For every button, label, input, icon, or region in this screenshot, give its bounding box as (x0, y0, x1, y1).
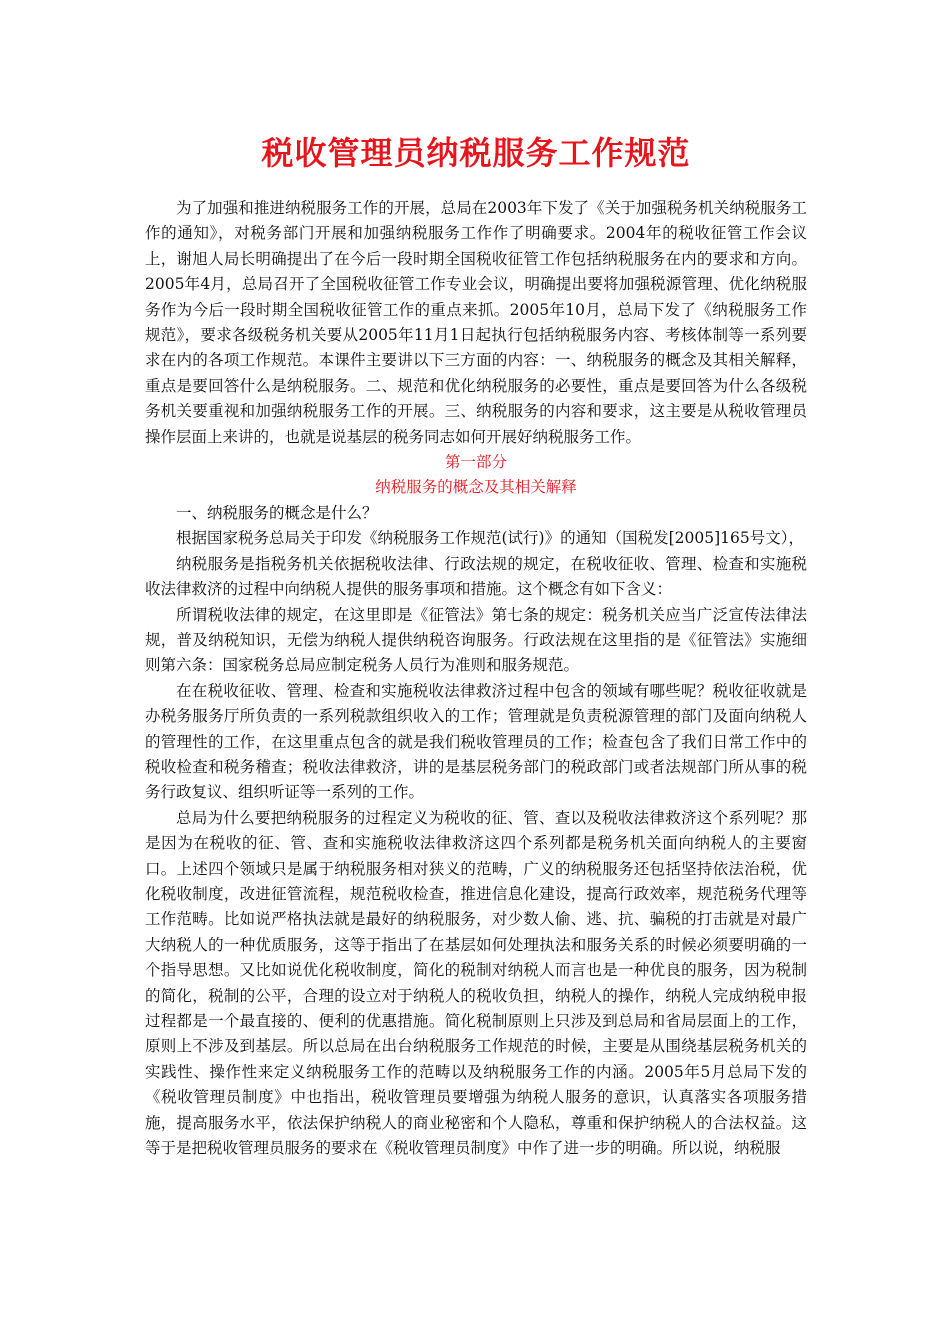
paragraph-1: 根据国家税务总局关于印发《纳税服务工作规范(试行)》的通知（国税发[2005]165号文）， (176, 529, 804, 548)
intro-paragraph: 为了加强和推进纳税服务工作的开展，总局在2003年下发了《关于加强税务机关纳税服务工作的通知》，对税务部门开展和加强纳税服务工作作了明确要求。2004年的税收征管工作会议上，谢旭人局长明确提出了在今后一段时期全国税收征管工作包括纳税服务在内的要求和方向。2005年4月，总局召开了全国税收征管工作专业会议，明确提出要将加强税源管理、优化纳税服务作为今后一段时期全国税收征管工作的重点来抓。2005年10月，总局下发了《纳税服务工作规范》，要求各级税务机关要从2005年11月1日起执行包括纳税服务内容、考核体制等一系列要求在内的各项工作规范。本课件主要讲以下三方面的内容：一、纳税服务的概念及其相关解释，重点是要回答什么是纳税服务。二、规范和优化纳税服务的必要性，重点是要回答为什么各级税务机关要重视和加强纳税服务工作的开展。三、纳税服务的内容和要求，这主要是从税收管理员操作层面上来讲的，也就是说基层的税务同志如何开展好纳税服务工作。 (145, 199, 807, 446)
part-label: 第一部分 (444, 453, 507, 472)
document-title: 税收管理员纳税服务工作规范 (261, 134, 691, 172)
paragraph-4: 在在税收征收、管理、检查和实施税收法律救济过程中包含的领域有哪些呢？税收征收就是办税务服务厅所负责的一系列税款组织收入的工作；管理就是负责税源管理的部门及面向纳税人的管理性的工作，在这里重点包含的就是我们税收管理员的工作；检查包含了我们日常工作中的税收检查和税务稽查；税收法律救济，讲的是基层税务部门的税政部门或者法规部门所从事的税务行政复议、组织听证等一系列的工作。 (145, 681, 807, 802)
part-title: 纳税服务的概念及其相关解释 (375, 478, 577, 497)
paragraph-3: 所谓税收法律的规定，在这里即是《征管法》第七条的规定：税务机关应当广泛宣传法律法规，普及纳税知识，无偿为纳税人提供纳税咨询服务。行政法规在这里指的是《征管法》实施细则第六条：国家税务总局应制定税务人员行为准则和服务规范。 (145, 605, 807, 675)
paragraph-5: 总局为什么要把纳税服务的过程定义为税收的征、管、查以及税收法律救济这个系列呢？那是因为在税收的征、管、查和实施税收法律救济这四个系列都是税务机关面向纳税人的主要窗口。上述四个领域只是属于纳税服务相对狭义的范畴，广义的纳税服务还包括坚持依法治税，优化税收制度，改进征管流程，规范税收检查，推进信息化建设，提高行政效率，规范税务代理等工作范畴。比如说严格执法就是最好的纳税服务，对少数人偷、逃、抗、骗税的打击就是对最广大纳税人的一种优质服务，这等于指出了在基层如何处理执法和服务关系的时候必须要明确的一个指导思想。又比如说优化税收制度，简化的税制对纳税人而言也是一种优良的服务，因为税制的简化，税制的公平，合理的设立对于纳税人的税收负担，纳税人的操作，纳税人完成纳税申报过程都是一个最直接的、便利的优惠措施。简化税制原则上只涉及到总局和省局层面上的工作，原则上不涉及到基层。所以总局在出台纳税服务工作规范的时候，主要是从围绕基层税务机关的实践性、操作性来定义纳税服务工作的范畴以及纳税服务工作的内涵。2005年5月总局下发的《税收管理员制度》中也指出，税收管理员要增强为纳税人服务的意识，认真落实各项服务措施，提高服务水平，依法保护纳税人的商业秘密和个人隐私，尊重和保护纳税人的合法权益。这等于是把税收管理员服务的要求在《税收管理员制度》中作了进一步的明确。所以说，纳税服 (145, 808, 807, 1158)
question-heading: 一、纳税服务的概念是什么？ (176, 503, 378, 522)
document-page (145, 128, 807, 1161)
paragraph-2: 纳税服务是指税务机关依据税收法律、行政法规的规定，在税收征收、管理、检查和实施税收法律救济的过程中向纳税人提供的服务事项和措施。这个概念有如下含义： (145, 554, 807, 599)
